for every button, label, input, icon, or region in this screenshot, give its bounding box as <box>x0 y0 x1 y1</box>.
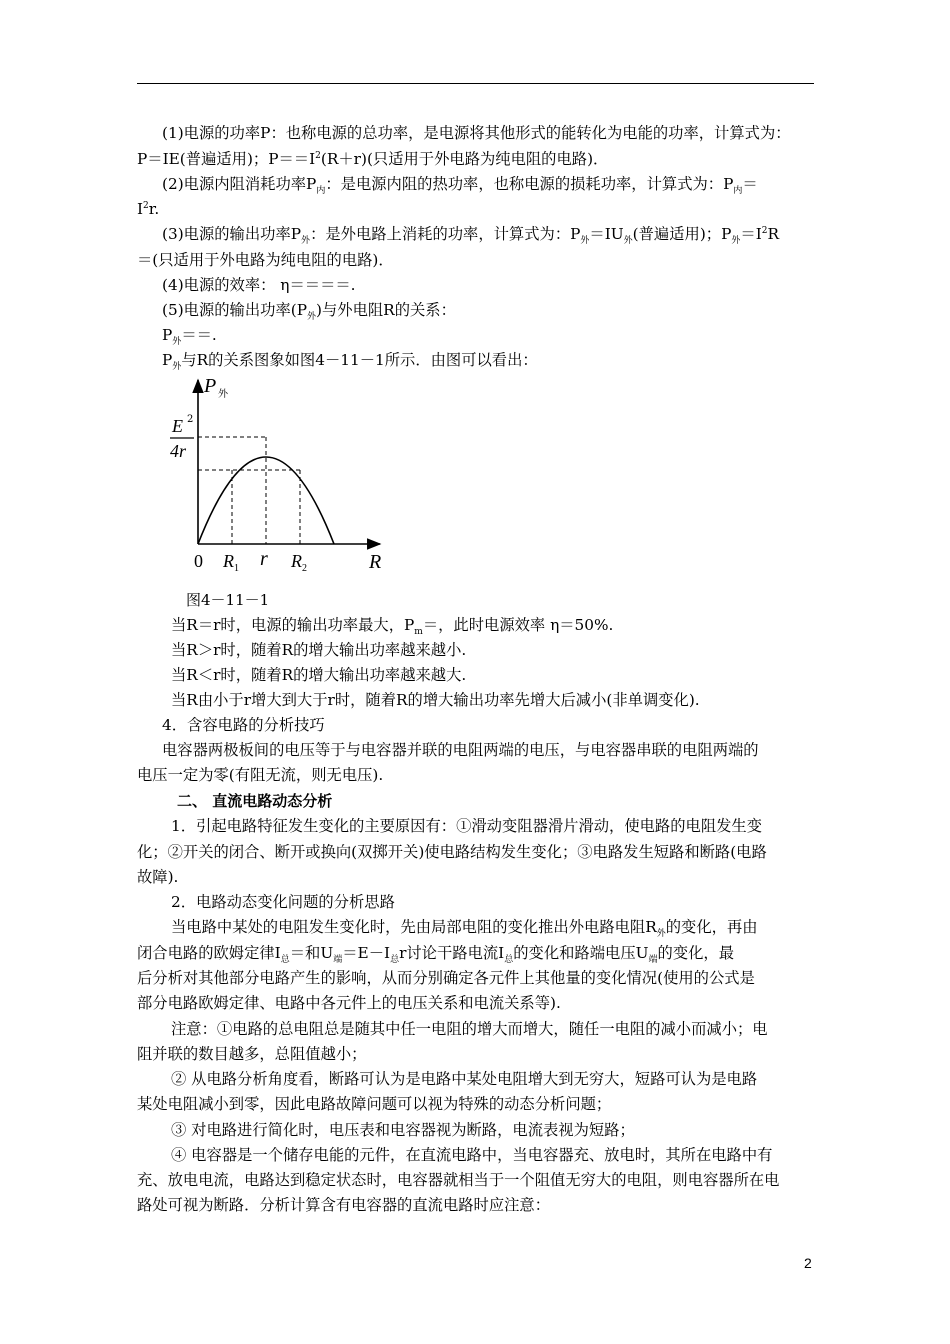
text-line: 当R＝r时，电源的输出功率最大，$P_m=$，此时电源效率 η＝50%. <box>171 616 614 638</box>
text-line: $P_外==$. <box>162 326 217 348</box>
text-line: 当R＜r时，随着R的增大输出功率越来越大. <box>171 666 467 684</box>
tick-r: r <box>260 548 268 570</box>
text-line: 后分析对其他部分电路产生的影响，从而分别确定各元件上其他量的变化情况(使用的公式是 <box>137 969 755 987</box>
header-rule <box>137 83 814 84</box>
text-line: 当电路中某处的电阻发生变化时，先由局部电阻的变化推出外电路电阻$R_外$的变化，再由 <box>171 918 758 940</box>
text-line: (4)电源的效率： η＝＝＝＝. <box>162 276 356 294</box>
y-axis-label: P <box>204 375 217 397</box>
power-resistance-graph <box>158 372 398 584</box>
text-line: 当R＞r时，随着R的增大输出功率越来越小. <box>171 641 467 659</box>
text-line: 1．引起电路特征发生变化的主要原因有：①滑动变阻器滑片滑动，使电路的电阻发生变 <box>171 817 763 835</box>
y-axis-sub: 外 <box>218 389 228 400</box>
text-line: ② 从电路分析角度看，断路可认为是电路中某处电阻增大到无穷大，短路可认为是电路 <box>171 1070 758 1088</box>
text-line: 当R由小于r增大到大于r时，随着R的增大输出功率先增大后减小(非单调变化). <box>171 691 700 709</box>
text-line: 部分电路欧姆定律、电路中各元件上的电压关系和电流关系等). <box>137 994 561 1012</box>
text-line: (2)电源内阻消耗功率$P_内$：是电源内阻的热功率，也称电源的损耗功率，计算式为：$P_内=$ <box>162 175 758 197</box>
tick-r1: $R_1$ <box>223 551 239 574</box>
x-axis-label: R <box>369 551 382 573</box>
text-line: 闭合电路的欧姆定律$I_总=$和$U_端=E-I_总r$讨论干路电流$I_总$的变化和路端电压$U_端$的变化，最 <box>137 944 735 966</box>
text-line: 路处可视为断路．分析计算含有电容器的直流电路时应注意： <box>137 1196 551 1214</box>
text-line: P＝IE(普遍适用)；$P==I^2(R+r)$(只适用于外电路为纯电阻的电路)． <box>137 150 609 168</box>
text-line: 某处电阻减小到零，因此电路故障问题可以视为特殊的动态分析问题； <box>137 1095 612 1113</box>
text-line: ③ 对电路进行简化时，电压表和电容器视为断路，电流表视为短路； <box>171 1121 635 1139</box>
text-line: 电压一定为零(有阻无流，则无电压). <box>137 766 384 784</box>
section-heading: 二、 直流电路动态分析 <box>177 792 333 810</box>
text-line: 4．含容电路的分析技巧 <box>162 716 325 734</box>
peak-denominator: 4r <box>170 441 187 461</box>
text-line: (3)电源的输出功率$P_外$：是外电路上消耗的功率，计算式为：$P_外=IU_外$(普遍适用)；$P_外=I^2R$ <box>162 225 780 247</box>
peak-sup: 2 <box>187 414 194 425</box>
figure-caption: 图4－11－1 <box>186 591 270 609</box>
page-number: 2 <box>804 1255 812 1271</box>
text-line: 电容器两极板间的电压等于与电容器并联的电阻两端的电压，与电容器串联的电阻两端的 <box>162 741 759 759</box>
text-line: (1)电源的功率P：也称电源的总功率，是电源将其他形式的能转化为电能的功率，计算式为： <box>162 124 791 142</box>
text-line: $I^2r$. <box>137 200 160 218</box>
text-line: (5)电源的输出功率$(P_外)$与外电阻R的关系： <box>162 301 456 323</box>
text-line: ＝(只适用于外电路为纯电阻的电路)． <box>137 251 394 269</box>
text-line: ④ 电容器是一个储存电能的元件，在直流电路中，当电容器充、放电时，其所在电路中有 <box>171 1146 773 1164</box>
text-line: 阻并联的数目越多，总阻值越小； <box>137 1045 367 1063</box>
peak-numerator: E <box>172 416 183 436</box>
tick-r2: $R_2$ <box>291 551 307 574</box>
text-line: 化；②开关的闭合、断开或换向(双掷开关)使电路结构发生变化；③电路发生短路和断路(电路 <box>137 843 767 861</box>
origin-label: 0 <box>194 551 203 571</box>
text-line: 2．电路动态变化问题的分析思路 <box>171 893 395 911</box>
text-line: $P_外$与R的关系图象如图4－11－1所示．由图可以看出： <box>162 351 538 373</box>
text-line: 注意：①电路的总电阻总是随其中任一电阻的增大而增大，随任一电阻的减小而减小；电 <box>171 1020 768 1038</box>
text-line: 故障). <box>137 868 179 886</box>
text-line: 充、放电电流，电路达到稳定状态时，电容器就相当于一个阻值无穷大的电阻，则电容器所在电 <box>137 1171 780 1189</box>
